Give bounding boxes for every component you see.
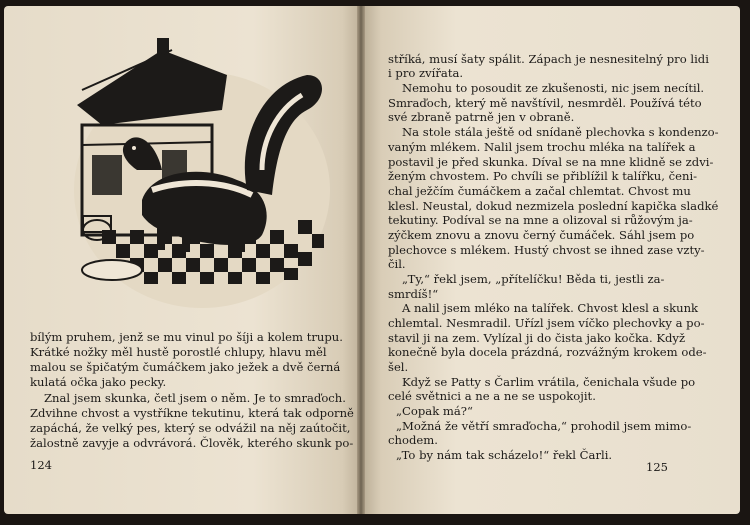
text-line: Na stole stála ještě od snídaně plechovka s kondenzo- bbox=[402, 125, 719, 139]
page-number-left: 124 bbox=[30, 458, 52, 472]
text-line: Když se Patty s Čarlim vrátila, čenichala všude po bbox=[402, 375, 696, 389]
text-line: plechovce s mlékem. Hustý chvost se ihned zase vzty- bbox=[388, 243, 705, 257]
text-line: kulatá očka jako pecky. bbox=[30, 375, 167, 389]
text-line: chlemtal. Nesmradil. Uřízl jsem víčko plechovky a po- bbox=[388, 316, 705, 330]
text-line: „Ty,“ řekl jsem, „přítelíčku! Běda ti, jestli za- bbox=[402, 272, 665, 286]
page-number-right: 125 bbox=[646, 460, 668, 474]
text-line: smrdíš!“ bbox=[388, 287, 439, 301]
text-line: stříká, musí šaty spálit. Zápach je nesnesitelný pro lidi bbox=[388, 52, 709, 66]
text-line: „Možná že větří smraďocha,“ prohodil jsem mimo- bbox=[396, 419, 692, 433]
text-line: malou se špičatým čumáčkem jako ježek a dvě černá bbox=[30, 360, 341, 374]
text-line: „Copak má?“ bbox=[396, 404, 473, 418]
text-line: stavil ji na zem. Vylízal ji do čista jako kočka. Když bbox=[388, 331, 686, 345]
text-line: vaným mlékem. Nalil jsem trochu mléka na talířek a bbox=[388, 140, 696, 154]
skunk-illustration bbox=[62, 30, 332, 310]
text-line: své zbraně patrně jen v obraně. bbox=[388, 110, 575, 124]
text-line: i pro zvířata. bbox=[388, 66, 464, 80]
text-line: Zdvihne chvost a vystříkne tekutinu, která tak odporně bbox=[30, 406, 354, 420]
text-line: zapáchá, že velký pes, který se odvážil na něj zaútočit, bbox=[30, 421, 351, 435]
text-line: konečně byla docela prázdná, rozvážným krokem ode- bbox=[388, 345, 707, 359]
text-line: bílým pruhem, jenž se mu vinul po šíji a kolem trupu. bbox=[30, 330, 343, 344]
text-line: ženým chvostem. Po chvíli se přiblížil k talířku, čeni- bbox=[388, 169, 698, 183]
text-line: Krátké nožky měl hustě porostlé chlupy, hlavu měl bbox=[30, 345, 327, 359]
text-line: chodem. bbox=[388, 433, 438, 447]
text-line: Znal jsem skunka, četl jsem o něm. Je to smraďoch. bbox=[44, 391, 346, 405]
text-line: chal ježčím čumáčkem a začal chlemtat. Chvost mu bbox=[388, 184, 691, 198]
text-line: A nalil jsem mléko na talířek. Chvost klesl a skunk bbox=[402, 301, 699, 315]
text-line: celé světnici a ne a ne se uspokojit. bbox=[388, 389, 596, 403]
book-gutter bbox=[357, 6, 365, 514]
text-line: čil. bbox=[388, 257, 406, 271]
text-line: klesl. Neustal, dokud nezmizela poslední kapička sladké bbox=[388, 199, 719, 213]
text-line: žalostně zavyje a odvrávorá. Člověk, kterého skunk po- bbox=[30, 436, 354, 450]
text-line: tekutiny. Podíval se na mne a olizoval si růžovým ja- bbox=[388, 213, 693, 227]
text-line: Nemohu to posoudit ze zkušenosti, nic jsem necítil. bbox=[402, 81, 705, 95]
text-line: postavil je před skunka. Díval se na mne klidně se zdvi- bbox=[388, 155, 714, 169]
text-line: zýčkem znovu a znovu černý čumáček. Sáhl jsem po bbox=[388, 228, 695, 242]
text-line: šel. bbox=[388, 360, 409, 374]
text-line: „To by nám tak scházelo!“ řekl Čarli. bbox=[396, 448, 613, 462]
text-line: Smraďoch, který mě navštívil, nesmrděl. Používá této bbox=[388, 96, 702, 110]
